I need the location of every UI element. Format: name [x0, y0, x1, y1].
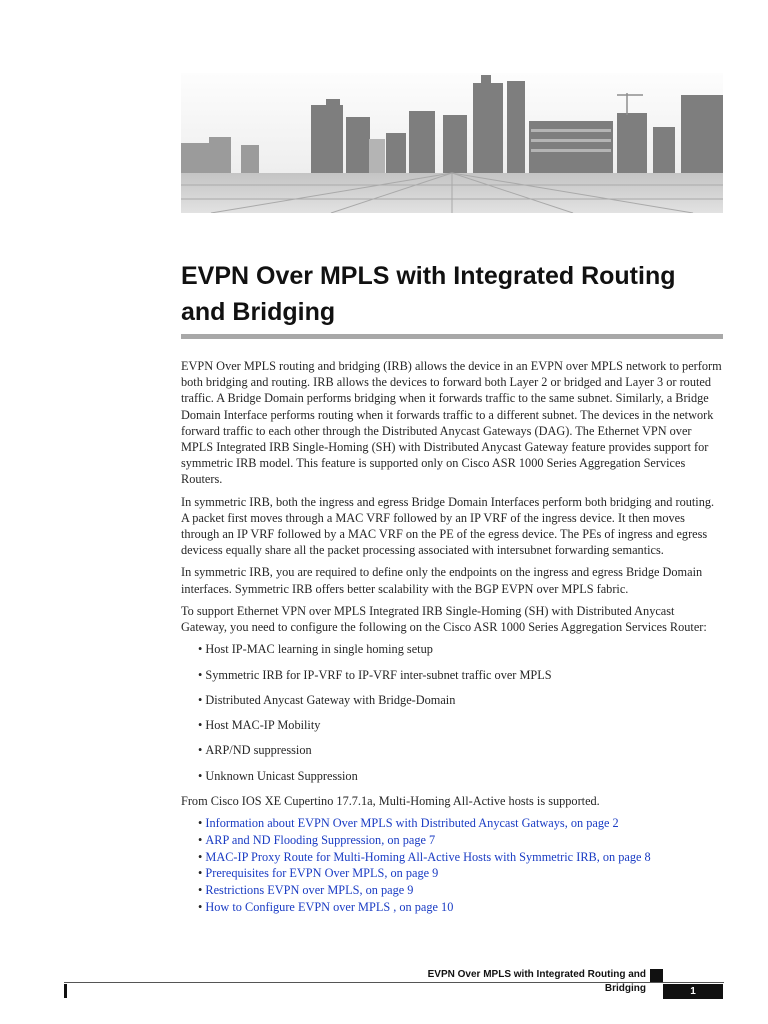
link-item: [198, 849, 723, 866]
link-item: [198, 832, 723, 849]
list-item: • ARP/ND suppression: [198, 742, 723, 758]
section-links: [181, 815, 723, 915]
link-item: [198, 899, 723, 916]
link-prerequisites[interactable]: Prerequisites for EVPN Over MPLS, on page 9: [205, 866, 439, 881]
footer-marker: [650, 969, 663, 982]
body-content: [181, 358, 723, 915]
link-item: [198, 865, 723, 882]
intro-paragraph: EVPN Over MPLS routing and bridging (IRB) allows the device in an EVPN over MPLS network to perform both bridging and routing. IRB allows the devices to forward both Layer 2 or bridged and Layer 3 or routed traffic. A Bridge Domain performs bridging when it forwards traffic to the same subnet. Similarly, a Bridge Domain Interface performs routing when it forwards traffic to a different subnet. The devices in the network forward traffic to each other through the Distributed Anycast Gateways (DAG). The Ethernet VPN over MPLS Integrated IRB Single-Homing (SH) with Distributed Anycast Gateway feature provides support for symmetric IRB model. This feature is supported only on Cisco ASR 1000 Series Aggregation Services Routers.: [181, 359, 722, 487]
link-how-to-configure[interactable]: How to Configure EVPN over MPLS , on page 10: [205, 899, 454, 914]
feature-list: [181, 641, 723, 783]
list-item: • Host IP-MAC learning in single homing setup: [198, 641, 723, 657]
link-mac-ip-proxy-route[interactable]: MAC-IP Proxy Route for Multi-Homing All-Active Hosts with Symmetric IRB, on page 8: [205, 849, 651, 864]
footer-rule: [64, 982, 724, 983]
footer-title: EVPN Over MPLS with Integrated Routing and Bridging: [427, 969, 646, 994]
list-item: • Unknown Unicast Suppression: [198, 768, 723, 784]
page-title: EVPN Over MPLS with Integrated Routing and Bridging: [181, 262, 676, 326]
title-rule: [181, 334, 723, 339]
city-skyline-image: [181, 73, 723, 213]
list-item: • Distributed Anycast Gateway with Bridge-Domain: [198, 692, 723, 708]
link-restrictions[interactable]: Restrictions EVPN over MPLS, on page 9: [205, 883, 414, 898]
link-item: [198, 815, 723, 832]
list-item: • Symmetric IRB for IP-VRF to IP-VRF inter-subnet traffic over MPLS: [198, 667, 723, 683]
page-number: 1: [663, 984, 723, 999]
footer-left-marker: [64, 984, 67, 998]
link-arp-nd-suppression[interactable]: ARP and ND Flooding Suppression, on page 7: [205, 832, 436, 847]
link-item: [198, 882, 723, 899]
support-paragraph: To support Ethernet VPN over MPLS Integrated IRB Single-Homing (SH) with Distributed Anycast Gateway, you need to configure the following on the Cisco ASR 1000 Series Aggregation Services Router:: [181, 603, 707, 635]
endpoints-paragraph: In symmetric IRB, you are required to define only the endpoints on the ingress and egress Bridge Domain interfaces. Symmetric IRB offers better scalability with the BGP EVPN over MPLS fabric.: [181, 565, 703, 596]
release-note: From Cisco IOS XE Cupertino 17.7.1a, Multi-Homing All-Active hosts is supported.: [181, 794, 600, 809]
symmetric-irb-paragraph: In symmetric IRB, both the ingress and egress Bridge Domain Interfaces perform both bridging and routing. A packet first moves through a MAC VRF followed by an IP VRF of the ingress device. It then moves through an IP VRF followed by a MAC VRF on the PE of the egress device. The PEs of ingress and egress devicess equally share all the packet processing associated with intersubnet forwarding semantics.: [181, 494, 715, 558]
list-item: • Host MAC-IP Mobility: [198, 717, 723, 733]
link-anycast-gateways[interactable]: Information about EVPN Over MPLS with Distributed Anycast Gatways, on page 2: [205, 816, 619, 831]
